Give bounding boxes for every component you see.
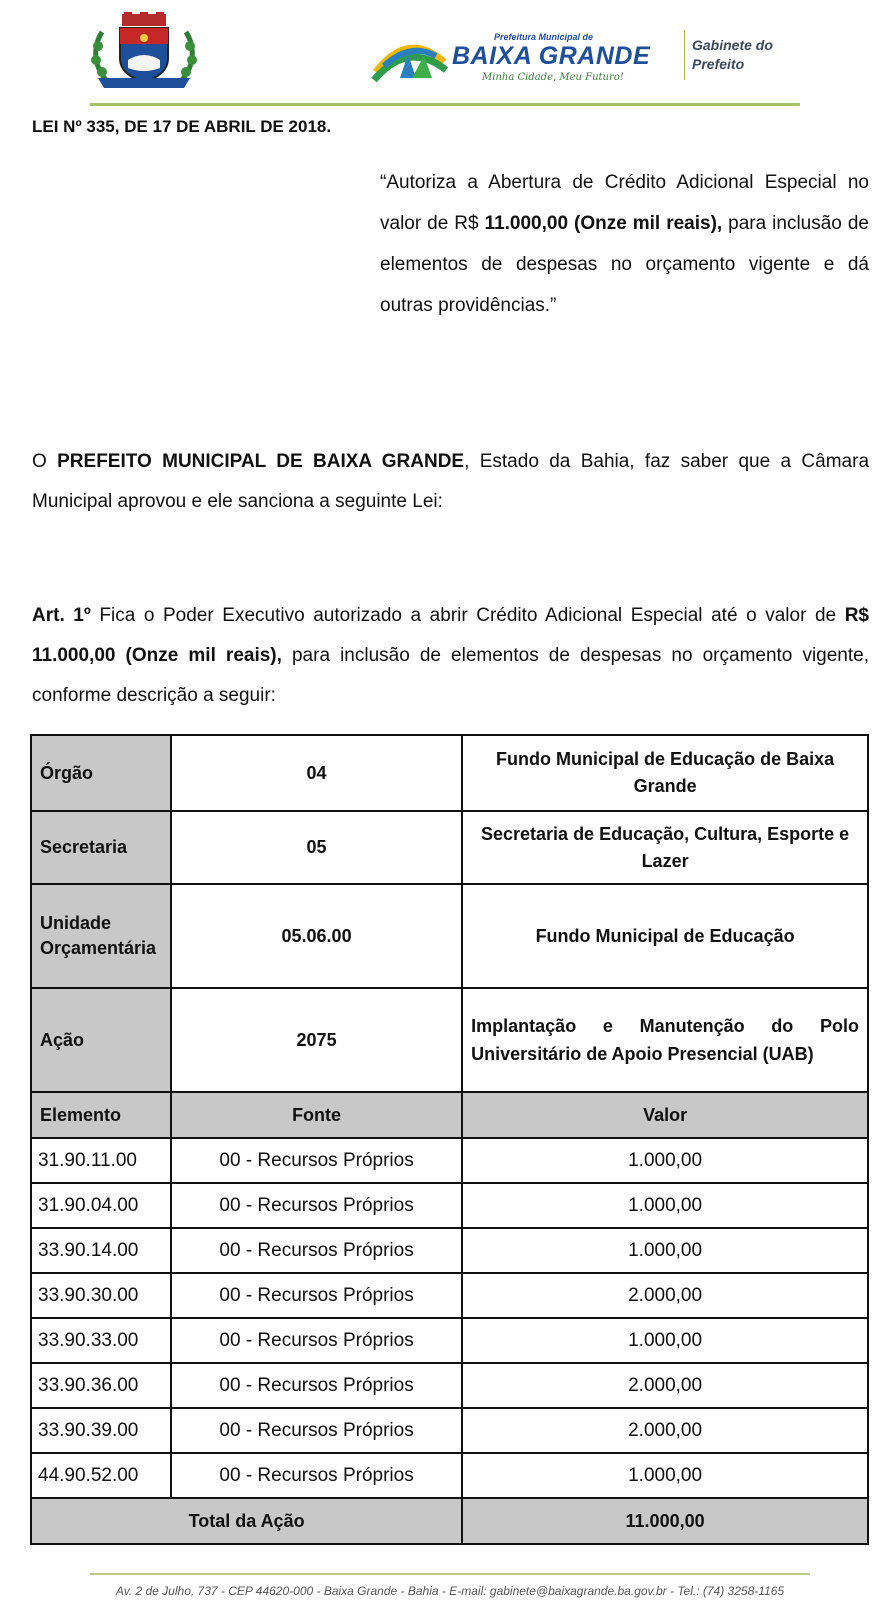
table-row bbox=[31, 1453, 868, 1498]
desc-unidade: Fundo Municipal de Educação bbox=[462, 884, 868, 988]
table-total-row bbox=[31, 1498, 868, 1544]
label-acao: Ação bbox=[31, 988, 171, 1092]
cell-valor: 1.000,00 bbox=[462, 1183, 868, 1228]
article-amount: R$ 11.000,00 (Onze mil reais), bbox=[32, 605, 869, 666]
article-text-end: para inclusão de elementos de despesas no orçamento vigente, conforme descrição a seguir: bbox=[32, 645, 869, 706]
brand-slogan: Minha Cidade, Meu Futuro! bbox=[482, 72, 624, 83]
budget-table bbox=[30, 734, 869, 1545]
office-name: Gabinete do Prefeito bbox=[692, 37, 773, 72]
cell-fonte: 00 - Recursos Próprios bbox=[171, 1138, 462, 1183]
preamble-text: O bbox=[32, 451, 58, 472]
code-acao: 2075 bbox=[171, 988, 462, 1092]
cell-fonte: 00 - Recursos Próprios bbox=[171, 1363, 462, 1408]
table-row bbox=[31, 1318, 868, 1363]
summary-amount: 11.000,00 (Onze mil reais), bbox=[484, 213, 723, 234]
desc-acao: Implantação e Manutenção do Polo Universitário de Apoio Presencial (UAB) bbox=[462, 988, 868, 1092]
preamble bbox=[32, 442, 869, 522]
header-valor: Valor bbox=[462, 1092, 868, 1138]
cell-valor: 1.000,00 bbox=[462, 1228, 868, 1273]
table-row bbox=[31, 1228, 868, 1273]
preamble-authority: PREFEITO MUNICIPAL DE BAIXA GRANDE bbox=[57, 451, 465, 472]
cell-elemento: 33.90.14.00 bbox=[31, 1228, 171, 1273]
desc-secretaria: Secretaria de Educação, Cultura, Esporte e Lazer bbox=[462, 811, 868, 884]
cell-valor: 1.000,00 bbox=[462, 1453, 868, 1498]
footer-address: Av. 2 de Julho, 737 - CEP 44620-000 - Baixa Grande - Bahia - E-mail: gabinete@baixagrande.ba.gov.br - Tel.: (74) 3258-1165 bbox=[115, 1584, 785, 1598]
article-1 bbox=[32, 596, 869, 716]
header-divider bbox=[684, 30, 685, 80]
label-orgao: Órgão bbox=[31, 735, 171, 811]
cell-fonte: 00 - Recursos Próprios bbox=[171, 1228, 462, 1273]
code-unidade: 05.06.00 bbox=[171, 884, 462, 988]
cell-elemento: 33.90.33.00 bbox=[31, 1318, 171, 1363]
preamble-text-end: , Estado da Bahia, faz saber que a Câmara Municipal aprovou e ele sanciona a seguinte Lei: bbox=[32, 451, 870, 512]
header-fonte: Fonte bbox=[171, 1092, 462, 1138]
cell-elemento: 33.90.39.00 bbox=[31, 1408, 171, 1453]
table-row-unidade bbox=[31, 884, 868, 988]
cell-fonte: 00 - Recursos Próprios bbox=[171, 1453, 462, 1498]
table-row-orgao bbox=[31, 735, 868, 811]
brand-subtitle: Prefeitura Municipal de bbox=[494, 32, 594, 42]
sun-logo-icon bbox=[370, 26, 448, 82]
article-text: Fica o Poder Executivo autorizado a abrir Crédito Adicional Especial até o valor de bbox=[90, 605, 845, 626]
label-unidade: Unidade Orçamentária bbox=[31, 884, 171, 988]
desc-orgao: Fundo Municipal de Educação de Baixa Grande bbox=[462, 735, 868, 811]
municipal-crest-icon bbox=[88, 12, 200, 90]
cell-valor: 1.000,00 bbox=[462, 1318, 868, 1363]
label-secretaria: Secretaria bbox=[31, 811, 171, 884]
table-row-acao bbox=[31, 988, 868, 1092]
table-header-row bbox=[31, 1092, 868, 1138]
cell-fonte: 00 - Recursos Próprios bbox=[171, 1408, 462, 1453]
table-row bbox=[31, 1138, 868, 1183]
cell-fonte: 00 - Recursos Próprios bbox=[171, 1273, 462, 1318]
cell-valor: 1.000,00 bbox=[462, 1138, 868, 1183]
cell-fonte: 00 - Recursos Próprios bbox=[171, 1183, 462, 1228]
table-row bbox=[31, 1273, 868, 1318]
code-secretaria: 05 bbox=[171, 811, 462, 884]
cell-elemento: 31.90.11.00 bbox=[31, 1138, 171, 1183]
code-orgao: 04 bbox=[171, 735, 462, 811]
cell-fonte: 00 - Recursos Próprios bbox=[171, 1318, 462, 1363]
table-row bbox=[31, 1408, 868, 1453]
total-label: Total da Ação bbox=[31, 1498, 462, 1544]
summary-text: “Autoriza a Abertura de Crédito Adicional Especial no valor de R$ bbox=[380, 172, 869, 234]
header-rule bbox=[90, 103, 800, 106]
cell-valor: 2.000,00 bbox=[462, 1408, 868, 1453]
footer-rule bbox=[90, 1573, 810, 1575]
cell-elemento: 44.90.52.00 bbox=[31, 1453, 171, 1498]
table-row bbox=[31, 1183, 868, 1228]
header-elemento: Elemento bbox=[31, 1092, 171, 1138]
cell-valor: 2.000,00 bbox=[462, 1273, 868, 1318]
baixa-grande-logo bbox=[370, 22, 690, 86]
table-row-secretaria bbox=[31, 811, 868, 884]
cell-elemento: 33.90.30.00 bbox=[31, 1273, 171, 1318]
cell-elemento: 31.90.04.00 bbox=[31, 1183, 171, 1228]
cell-elemento: 33.90.36.00 bbox=[31, 1363, 171, 1408]
summary-text-end: para inclusão de elementos de despesas no orçamento vigente e dá outras providências.” bbox=[380, 213, 869, 316]
law-summary bbox=[380, 162, 869, 326]
letterhead bbox=[0, 0, 886, 110]
total-value: 11.000,00 bbox=[462, 1498, 868, 1544]
cell-valor: 2.000,00 bbox=[462, 1363, 868, 1408]
article-number: Art. 1º bbox=[32, 605, 91, 626]
table-row bbox=[31, 1363, 868, 1408]
law-title: LEI Nº 335, DE 17 DE ABRIL DE 2018. bbox=[32, 117, 332, 136]
brand-name: BAIXA GRANDE bbox=[452, 42, 651, 70]
